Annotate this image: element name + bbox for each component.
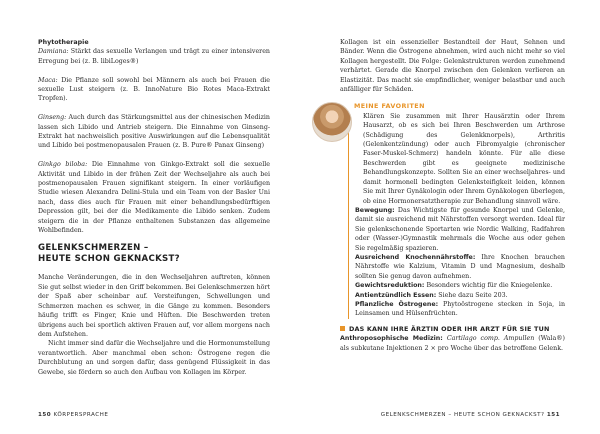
antient-term: Antientzündlich Essen:: [355, 291, 437, 299]
knochen-item: [355, 253, 565, 281]
damiana-term: Damiana:: [38, 48, 69, 56]
gewicht-item: [355, 281, 565, 290]
antient-text: Siehe dazu Seite 203.: [438, 291, 508, 299]
gewicht-text: Besonders wichtig für die Kniegelenke.: [426, 282, 553, 290]
right-footer: [381, 412, 560, 418]
bewegung-text: Das Wichtigste für gesunde Knorpel und Gelenke, damit sie ausreichend mit Nährstoffen versorgt werden. Ideal für Sie gelenkschonende Sportarten wie Nordic Walking, Radfahren oder (Wasser-)Gymnastik mehrmals die Woche aus oder gehen Sie regelmäßig spazieren.: [355, 206, 565, 252]
pflanz-term: Pflanzliche Östrogene:: [355, 300, 439, 308]
right-footer-title: GELENKSCHMERZEN – HEUTE SCHON GEKNACKST?: [380, 412, 545, 418]
body-paragraph-1: Manche Veränderungen, die in den Wechseljahren auftreten, können Sie gut selbst wieder in den Griff bekommen. Bei Gelenkschmerzen hört der Spaß aber scheinbar auf. Versteifungen, Schwellungen und Schmerzen machen es schwer, in die Gänge zu kommen. Besonders häufig trifft es Finger, Knie und Hüften. Die Beschwerden treten übrigens auch bei sportlich aktiven Frauen auf, vor allem morgens nach dem Aufstehen.: [38, 274, 270, 338]
anthro-term: Anthroposophische Medizin:: [340, 335, 443, 343]
maca-paragraph: [38, 76, 270, 104]
damiana-paragraph: [38, 47, 270, 66]
pflanz-text: Phytoöstrogene stecken in Soja, in Leinsamen und Hülsenfrüchten.: [355, 300, 565, 318]
ginkgo-paragraph: [38, 160, 270, 235]
ginseng-paragraph: [38, 113, 270, 151]
section-title: [38, 243, 270, 265]
favorites-heading: MEINE FAVORITEN: [354, 102, 425, 111]
section-title-line1: GELENKSCHMERZEN –: [38, 243, 149, 254]
ginseng-text: Auch durch das Stärkungsmittel aus der chinesischen Medizin lassen sich Libido und Antrieb steigern. Die Einnahme von Ginseng-Extrakt hat nachweislich positive Auswirkungen auf die Lebensqualität und Libido bei postmenopausalen Frauen (z. B. Pure® Panax Ginseng): [38, 114, 270, 150]
phyto-heading: Phytotherapie: [38, 39, 89, 46]
left-footer-title: KÖRPERSPRACHE: [53, 412, 109, 418]
intro-paragraph: Kollagen ist ein essenzieller Bestandteil der Haut, Sehnen und Bänder. Wenn die Östrogene abnehmen, wird auch nicht mehr so viel Kollagen hergestellt. Die Folge: Gelenkstrukturen werden zunehmend verhärtet. Gerade die Knorpel zwischen den Gelenken verlieren an Elastizität. Das macht sie empfindlicher, weniger belastbar und auch anfälliger für Schäden.: [340, 39, 565, 94]
doctor-heading: [340, 325, 565, 334]
section-title-line2: HEUTE SCHON GEKNACKST?: [38, 254, 180, 265]
anthro-item: [340, 334, 565, 353]
page-number-right: 151: [546, 412, 560, 418]
anthro-text: (Wala®) als subkutane Injektionen 2 × pro Woche über das betroffene Gelenk.: [340, 335, 565, 352]
antient-item: [355, 291, 565, 300]
maca-term: Maca:: [38, 76, 58, 84]
author-avatar: [312, 102, 352, 142]
knochen-term: Ausreichend Knochennährstoffe:: [355, 253, 476, 261]
bewegung-term: Bewegung:: [355, 206, 395, 214]
gewicht-term: Gewichtsreduktion:: [355, 282, 425, 290]
right-column: [340, 38, 565, 353]
knochen-text: Ihre Knochen brauchen Nährstoffe wie Kalzium, Vitamin D und Magnesium, deshalb sollten Sie genug davon aufnehmen.: [355, 253, 565, 280]
favorites-box: [340, 102, 565, 318]
ginseng-term: Ginseng:: [38, 114, 67, 122]
left-footer: [38, 412, 108, 418]
doctor-heading-text: DAS KANN IHRE ÄRZTIN ODER IHR ARZT FÜR SIE TUN: [349, 324, 550, 333]
pflanz-item: [355, 300, 565, 319]
maca-text: Die Pflanze soll sowohl bei Männern als auch bei Frauen die sexuelle Lust steigern (z. B. InnoNature Bio Rotes Maca-Extrakt Tropfen).: [38, 76, 270, 103]
ginkgo-term: Ginkgo biloba:: [38, 161, 88, 169]
right-page: [300, 0, 600, 434]
page-number-left: 150: [38, 412, 52, 418]
ginkgo-text: Die Einnahme von Ginkgo-Extrakt soll die sexuelle Aktivität und Libido in der frühen Zeit der Wechseljahre als auch bei postmenopausalen Frauen signifikant steigern. In einer vorläufigen Studie wiesen Alexandra Delini-Stula und ein Team von der Basler Uni nach, dass dies auch für Frauen mit einer behandlungsbedürftigen Depression gilt, bei der die Medikamente die Libido senken. Zudem steigern die in der Pflanze enthaltenen Substanzen das allgemeine Wohlbefinden.: [38, 161, 270, 235]
left-column: [38, 38, 270, 377]
bewegung-item: [355, 206, 565, 253]
damiana-text: Stärkt das sexuelle Verlangen und trägt zu einer intensiveren Erregung bei (z. B. libiLoges®): [38, 48, 270, 65]
favorites-body: [348, 112, 565, 319]
anthro-italic: Cartilago comp. Ampullen: [446, 335, 535, 343]
favorites-text: Klären Sie zusammen mit Ihrer Hausärztin oder Ihrem Hausarzt, ob es sich bei Ihren Beschwerden um Arthrose (Schädigung des Gelenkknorpels), Arthritis (Gelenkentzündung) oder auch Fibromyalgie (chronischer Faser-Muskel-Schmerz) handeln könnte. Für alle diese Beschwerden gibt es geeignete medizinische Behandlungskonzepte. Sollten Sie an einer wechseljahres- und damit hormonell bedingten Gelenksteifigkeit leiden, können Sie mit Ihrer Gynäkologin oder Ihrem Gynäkologen überlegen, ob eine Hormonersatztherapie zur Behandlung sinnvoll wäre.: [363, 112, 565, 205]
body-paragraph-2: Nicht immer sind dafür die Wechseljahre und die Hormonumstellung verantwortlich. Aber manchmal eben schon: Östrogene regen die Durchblutung an und sorgen dafür, dass genügend Flüssigkeit in das Gewebe, sie fördern so auch den Aufbau von Kollagen im Körper.: [38, 340, 270, 376]
orange-square-icon: [340, 326, 345, 331]
